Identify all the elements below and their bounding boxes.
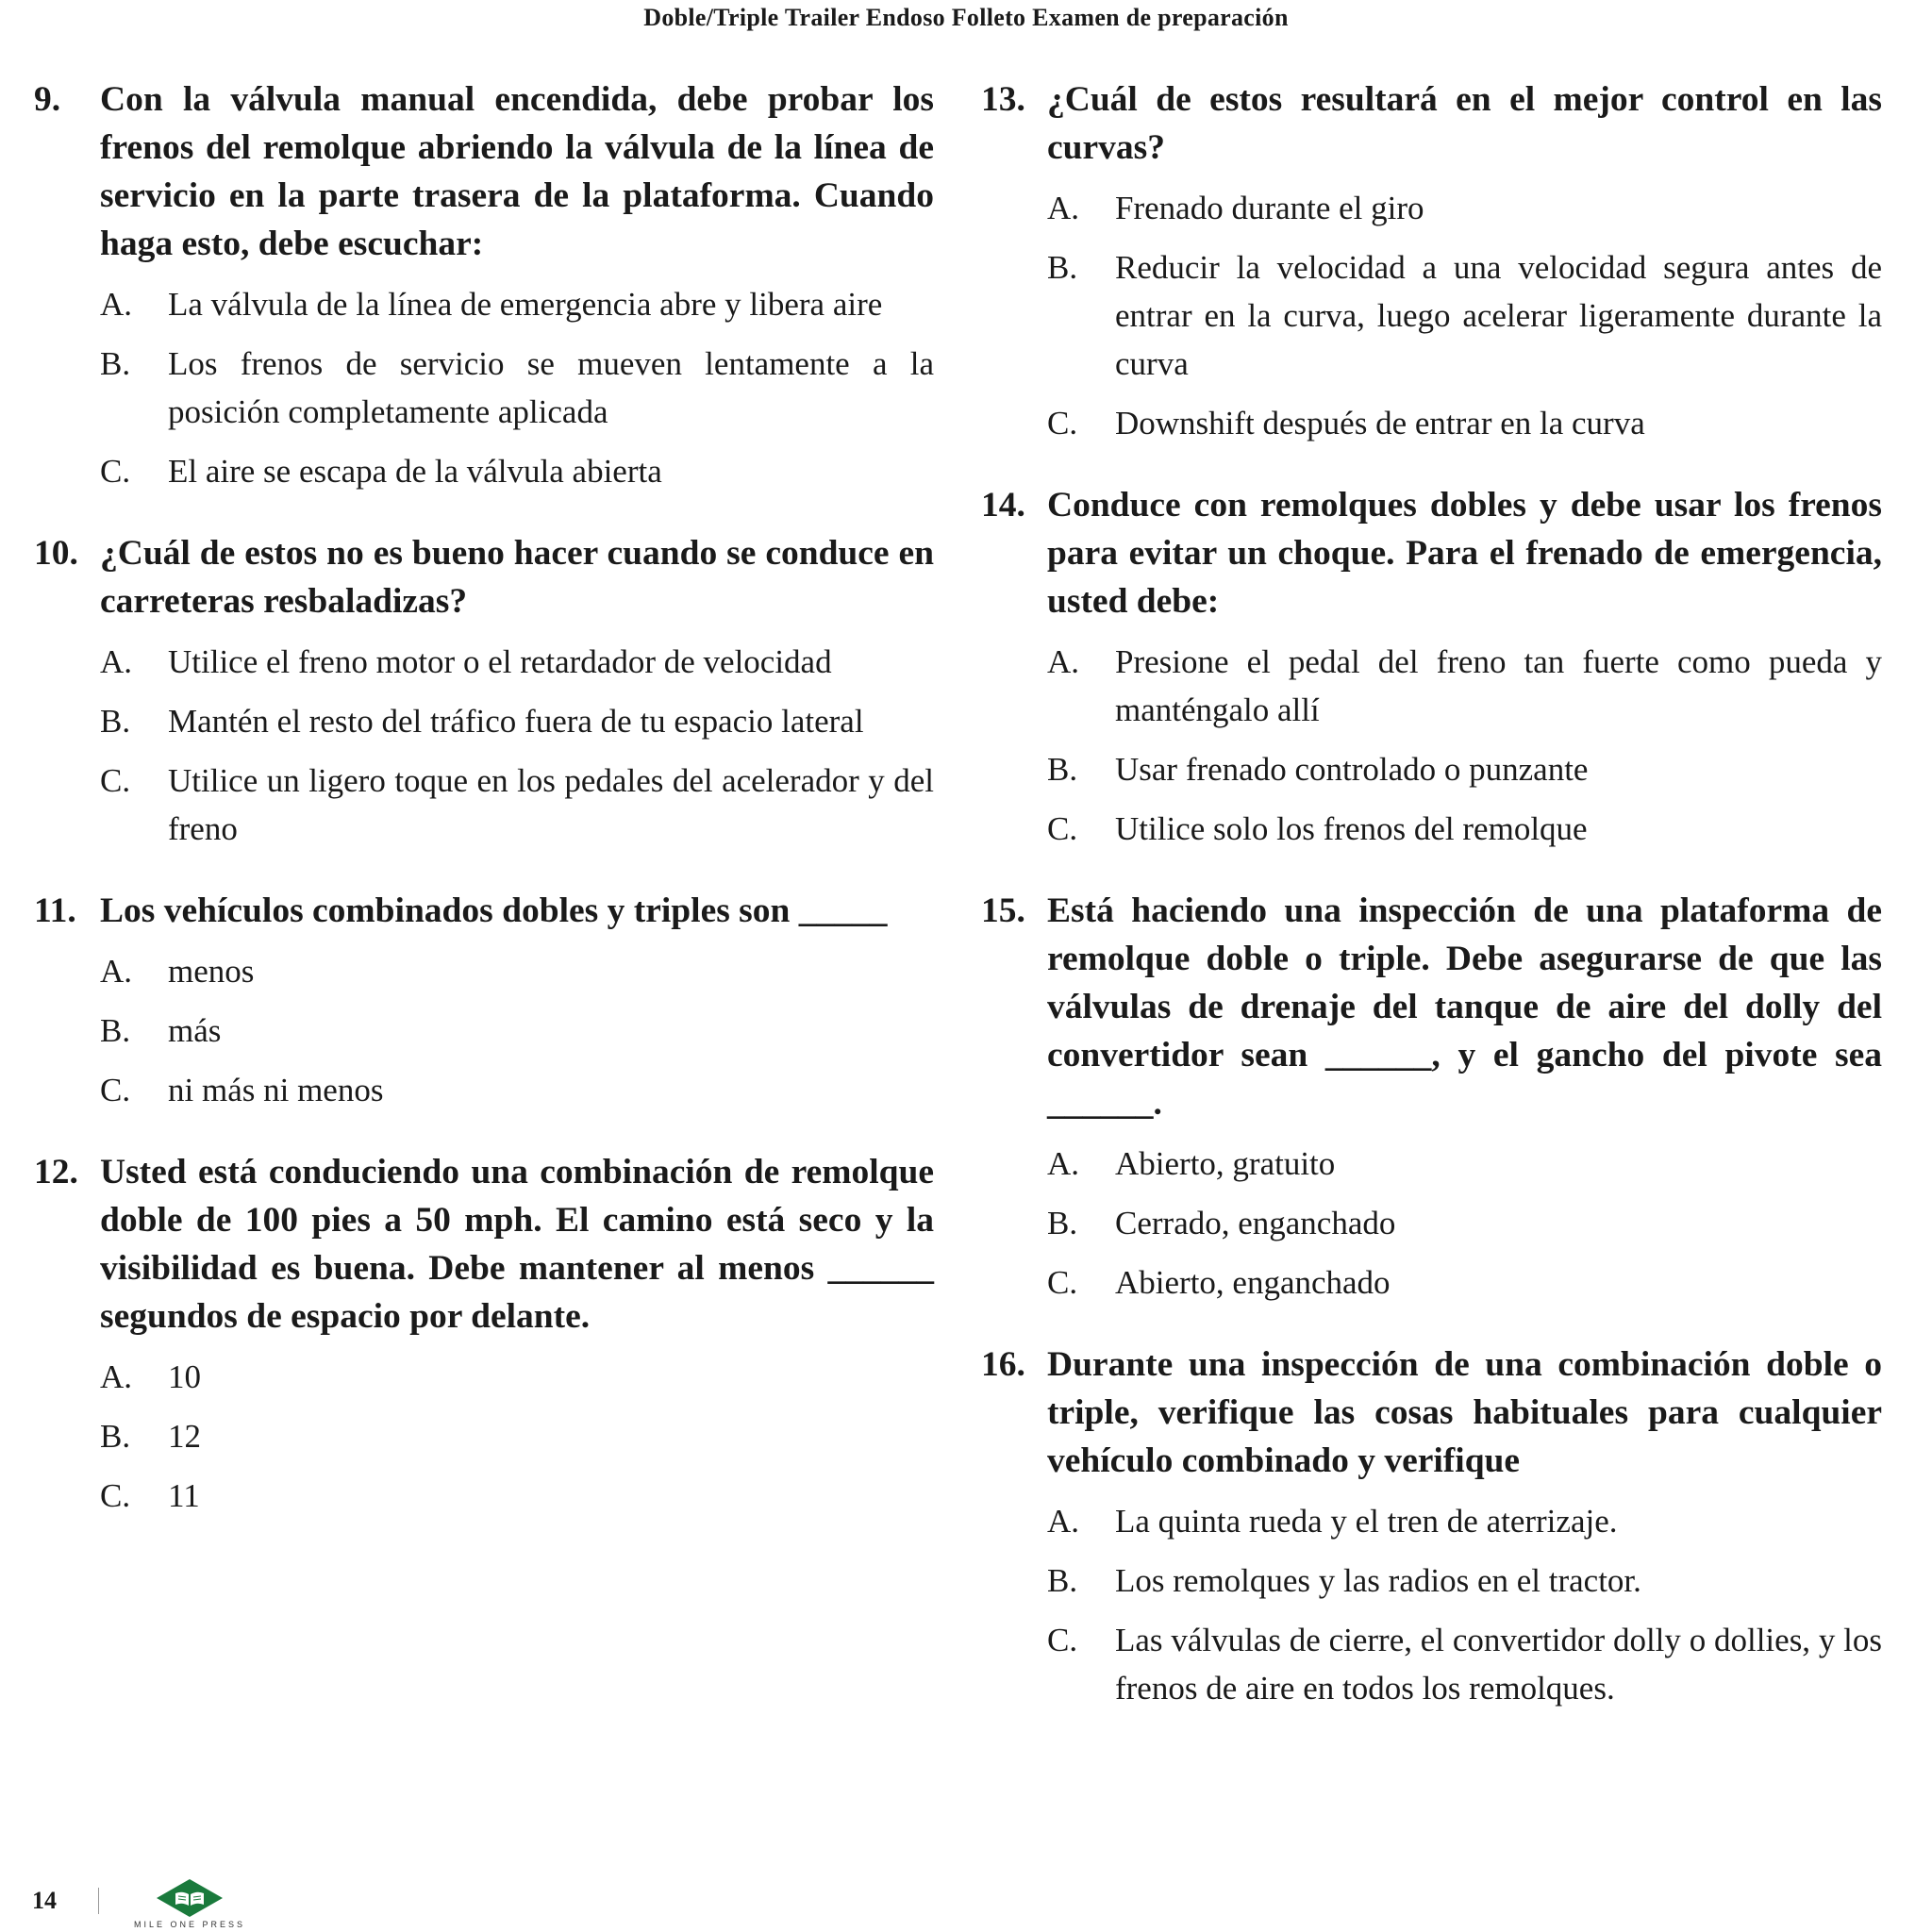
option-b bbox=[34, 340, 934, 436]
question-15 bbox=[981, 887, 1882, 1307]
left-column bbox=[34, 75, 934, 1554]
option-letter: C. bbox=[1047, 405, 1078, 441]
option-letter: A. bbox=[1047, 1503, 1080, 1540]
question-text: Los vehículos combinados dobles y triples son _____ bbox=[100, 891, 888, 930]
option-letter: B. bbox=[100, 703, 131, 740]
question-10 bbox=[34, 529, 934, 853]
question-text: Conduce con remolques dobles y debe usar los frenos para evitar un choque. Para el frenado de emergencia, usted debe: bbox=[1047, 486, 1882, 621]
options-list bbox=[34, 280, 934, 495]
option-c bbox=[981, 399, 1882, 447]
options-list bbox=[981, 638, 1882, 853]
question-text: ¿Cuál de estos resultará en el mejor control en las curvas? bbox=[1047, 80, 1882, 167]
option-text: Frenado durante el giro bbox=[1115, 190, 1424, 226]
question-text: Está haciendo una inspección de una plataforma de remolque doble o triple. Debe asegurarse de que las válvulas de drenaje del tanque de aire del dolly del convertidor sean ______, y el gancho del pivote sea ______. bbox=[1047, 891, 1882, 1123]
option-b bbox=[34, 1007, 934, 1055]
option-a bbox=[981, 1497, 1882, 1545]
question-number: 15. bbox=[981, 891, 1025, 930]
question-text: Usted está conduciendo una combinación de remolque doble de 100 pies a 50 mph. El camino está seco y la visibilidad es buena. Debe mantener al menos ______ segundos de espacio por delante. bbox=[100, 1153, 934, 1336]
option-letter: C. bbox=[1047, 1622, 1078, 1658]
option-letter: A. bbox=[1047, 190, 1080, 226]
option-text: 12 bbox=[168, 1418, 201, 1455]
option-letter: C. bbox=[1047, 810, 1078, 847]
option-letter: B. bbox=[100, 1012, 131, 1049]
option-a bbox=[981, 1140, 1882, 1188]
option-letter: A. bbox=[100, 643, 133, 680]
page-footer bbox=[32, 1887, 99, 1915]
logo-diamond bbox=[157, 1879, 223, 1917]
option-text: Presione el pedal del freno tan fuerte como pueda y manténgalo allí bbox=[1115, 643, 1882, 728]
option-c bbox=[34, 447, 934, 495]
option-text: 11 bbox=[168, 1477, 200, 1514]
option-text: Mantén el resto del tráfico fuera de tu espacio lateral bbox=[168, 703, 864, 740]
question-text: ¿Cuál de estos no es bueno hacer cuando se conduce en carreteras resbaladizas? bbox=[100, 534, 934, 621]
option-letter: C. bbox=[100, 762, 131, 799]
option-a bbox=[34, 947, 934, 995]
question-number: 13. bbox=[981, 80, 1025, 119]
option-text: más bbox=[168, 1012, 222, 1049]
option-text: La válvula de la línea de emergencia abre y libera aire bbox=[168, 286, 883, 323]
option-letter: C. bbox=[1047, 1264, 1078, 1301]
option-text: Los remolques y las radios en el tractor. bbox=[1115, 1562, 1641, 1599]
option-letter: C. bbox=[100, 1072, 131, 1108]
option-text: Reducir la velocidad a una velocidad segura antes de entrar en la curva, luego acelerar ligeramente durante la curva bbox=[1115, 249, 1882, 382]
page-number: 14 bbox=[32, 1887, 57, 1914]
option-a bbox=[34, 280, 934, 328]
option-a bbox=[981, 184, 1882, 232]
option-letter: A. bbox=[100, 1358, 133, 1395]
options-list bbox=[34, 638, 934, 853]
options-list bbox=[981, 184, 1882, 447]
option-letter: A. bbox=[100, 953, 133, 990]
option-letter: A. bbox=[1047, 643, 1080, 680]
options-list bbox=[981, 1497, 1882, 1712]
question-number: 10. bbox=[34, 534, 78, 573]
question-number: 12. bbox=[34, 1153, 78, 1191]
option-text: Usar frenado controlado o punzante bbox=[1115, 751, 1589, 788]
option-b bbox=[981, 1557, 1882, 1605]
option-b bbox=[981, 243, 1882, 388]
option-text: Utilice el freno motor o el retardador de velocidad bbox=[168, 643, 832, 680]
option-letter: B. bbox=[1047, 1562, 1078, 1599]
option-text: Utilice un ligero toque en los pedales del acelerador y del freno bbox=[168, 762, 934, 847]
option-text: Cerrado, enganchado bbox=[1115, 1205, 1396, 1241]
option-text: Abierto, enganchado bbox=[1115, 1264, 1391, 1301]
option-text: Utilice solo los frenos del remolque bbox=[1115, 810, 1588, 847]
options-list bbox=[981, 1140, 1882, 1307]
right-column bbox=[981, 75, 1882, 1746]
option-c bbox=[981, 1258, 1882, 1307]
footer-divider bbox=[98, 1888, 99, 1914]
option-a bbox=[981, 638, 1882, 734]
question-number: 16. bbox=[981, 1345, 1025, 1384]
option-text: Abierto, gratuito bbox=[1115, 1145, 1336, 1182]
question-16 bbox=[981, 1341, 1882, 1712]
question-9 bbox=[34, 75, 934, 495]
option-letter: A. bbox=[100, 286, 133, 323]
publisher-logo-text: MILE ONE PRESS bbox=[133, 1920, 246, 1929]
option-letter: B. bbox=[1047, 1205, 1078, 1241]
option-c bbox=[981, 1616, 1882, 1712]
question-text: Con la válvula manual encendida, debe probar los frenos del remolque abriendo la válvula de la línea de servicio en la parte trasera de la plataforma. Cuando haga esto, debe escuchar: bbox=[100, 80, 934, 263]
option-text: Las válvulas de cierre, el convertidor dolly o dollies, y los frenos de aire en todos los remolques. bbox=[1115, 1622, 1882, 1707]
option-text: Los frenos de servicio se mueven lentamente a la posición completamente aplicada bbox=[168, 345, 934, 430]
option-c bbox=[34, 1472, 934, 1520]
option-letter: C. bbox=[100, 453, 131, 490]
question-11 bbox=[34, 887, 934, 1114]
option-text: ni más ni menos bbox=[168, 1072, 384, 1108]
option-b bbox=[981, 745, 1882, 793]
option-c bbox=[34, 1066, 934, 1114]
page-header: Doble/Triple Trailer Endoso Folleto Examen de preparación bbox=[643, 4, 1289, 31]
question-13 bbox=[981, 75, 1882, 447]
options-list bbox=[34, 947, 934, 1114]
question-12 bbox=[34, 1148, 934, 1520]
option-b bbox=[981, 1199, 1882, 1247]
option-b bbox=[34, 697, 934, 745]
question-number: 11. bbox=[34, 891, 76, 930]
option-b bbox=[34, 1412, 934, 1460]
option-a bbox=[34, 1353, 934, 1401]
question-14 bbox=[981, 481, 1882, 853]
question-number: 14. bbox=[981, 486, 1025, 525]
option-letter: B. bbox=[1047, 751, 1078, 788]
option-text: La quinta rueda y el tren de aterrizaje. bbox=[1115, 1503, 1618, 1540]
option-a bbox=[34, 638, 934, 686]
option-letter: B. bbox=[100, 345, 131, 382]
option-text: menos bbox=[168, 953, 255, 990]
question-number: 9. bbox=[34, 80, 61, 119]
option-letter: B. bbox=[1047, 249, 1078, 286]
option-c bbox=[981, 805, 1882, 853]
question-text: Durante una inspección de una combinación doble o triple, verifique las cosas habituales para cualquier vehículo combinado y verifique bbox=[1047, 1345, 1882, 1480]
options-list bbox=[34, 1353, 934, 1520]
option-letter: A. bbox=[1047, 1145, 1080, 1182]
option-letter: B. bbox=[100, 1418, 131, 1455]
option-letter: C. bbox=[100, 1477, 131, 1514]
option-text: Downshift después de entrar en la curva bbox=[1115, 405, 1645, 441]
option-text: El aire se escapa de la válvula abierta bbox=[168, 453, 662, 490]
option-text: 10 bbox=[168, 1358, 201, 1395]
option-c bbox=[34, 757, 934, 853]
